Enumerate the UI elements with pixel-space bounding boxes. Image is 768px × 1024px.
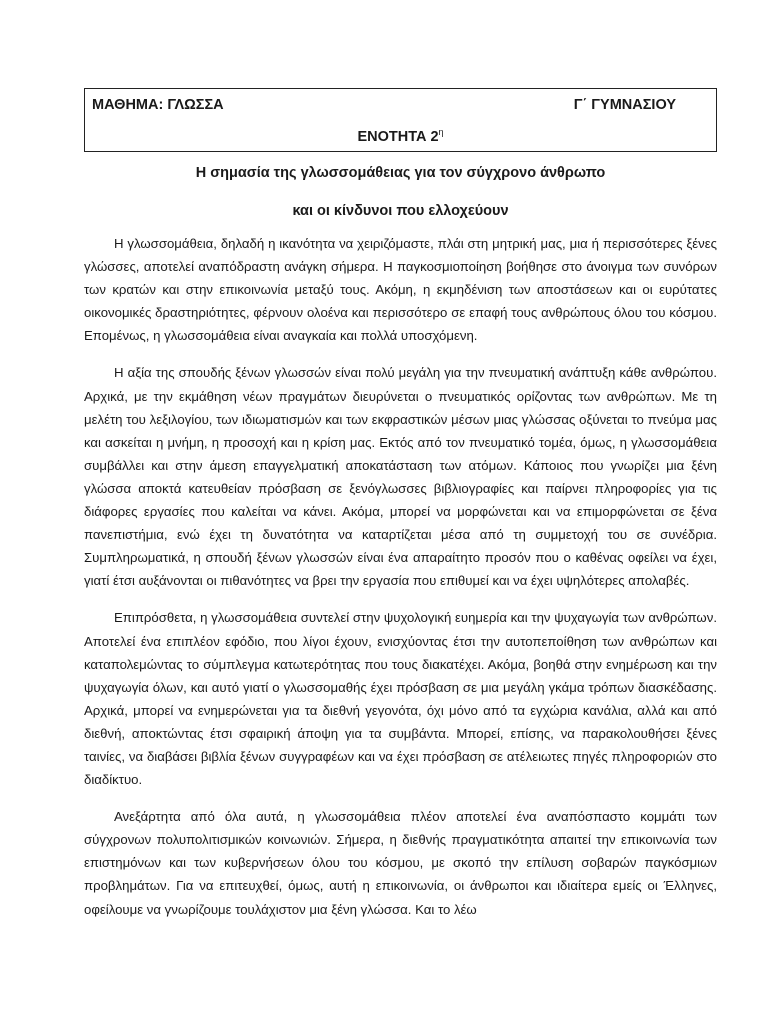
- paragraph-3: Επιπρόσθετα, η γλωσσομάθεια συντελεί στην ψυχολογική ευημερία και την ψυχαγωγία των ανθρώπων. Αποτελεί ένα επιπλέον εφόδιο, που λίγοι έχουν, ενισχύοντας έτσι την αυτοπεποίθηση των ανθρώπων και καταπολεμώντας το σύμπλεγμα κατωτερότητας που τους διακατέχει. Ακόμα, βοηθά στην ενημέρωση και την ψυχαγωγία όλων, και αυτό γιατί ο γλωσσομαθής έχει πρόσβαση σε μια μεγάλη γκάμα τρόπων διασκέδασης. Αρχικά, μπορεί να ενημερώνεται για τα διεθνή γεγονότα, όχι μόνο από τα εγχώρια κανάλια, αλλά και από διεθνή, αποκτώντας έτσι σφαιρική άποψη για τα συμβάντα. Μπορεί, επίσης, να παρακολουθήσει ξένες ταινίες, να διαβάσει βιβλία ξένων συγγραφέων και να έχει πρόσβαση σε ατέλειωτες πηγές πληροφοριών στο διαδίκτυο.: [84, 610, 717, 788]
- paragraph-4: Ανεξάρτητα από όλα αυτά, η γλωσσομάθεια πλέον αποτελεί ένα αναπόσπαστο κομμάτι των σύγχρονων πολυπολιτισμικών κοινωνιών. Σήμερα, η διεθνής πραγματικότητα απαιτεί την επικοινωνία των επιστημόνων και των κυβερνήσεων όλου του κόσμου, με σκοπό την επίλυση σοβαρών παγκόσμιων προβλημάτων. Για να επιτευχθεί, όμως, αυτή η επικοινωνία, οι άνθρωποι και ιδιαίτερα εμείς οι Έλληνες, οφείλουμε να γνωρίζουμε τουλάχιστον μια ξένη γλώσσα. Και το λέω: [84, 809, 717, 917]
- paragraph-2: Η αξία της σπουδής ξένων γλωσσών είναι πολύ μεγάλη για την πνευματική ανάπτυξη κάθε ανθρώπου. Αρχικά, με την εκμάθηση νέων πραγμάτων διευρύνεται ο πνευματικός ορίζοντας των ανθρώπων. Με τη μελέτη του λεξιλογίου, των ιδιωματισμών και των εκφραστικών μέσων μιας γλώσσας οξύνεται το πνεύμα μας και ασκείται η μνήμη, η προσοχή και η κρίση μας. Εκτός από τον πνευματικό τομέα, όμως, η γλωσσομάθεια συμβάλλει και στην άμεση επαγγελματική αποκατάσταση των ατόμων. Κάποιος που γνωρίζει μια ξένη γλώσσα αποκτά κατευθείαν πρόσβαση σε ξενόγλωσσες βιβλιογραφίες και παίρνει πληροφορίες για τις διάφορες εργασίες που καλείται να κάνει. Ακόμα, μπορεί να μορφώνεται και να επιμορφώνεται σε ξένα πανεπιστήμια, ενώ έχει τη δυνατότητα να καταρτίζεται μέσα από τη συμμετοχή του σε συνέδρια. Συμπληρωματικά, η σπουδή ξένων γλωσσών είναι ένα απαραίτητο προσόν που ο καθένας οφείλει να έχει, γιατί έτσι αυξάνονται οι πιθανότητες να βρει την εργασία που επιθυμεί και να έχει υψηλότερες απολαβές.: [84, 365, 717, 589]
- unit-label: [85, 129, 716, 145]
- subject-label: ΜΑΘΗΜΑ: ΓΛΩΣΣΑ: [92, 97, 224, 113]
- class-label: Γ΄ ΓΥΜΝΑΣΙΟΥ: [573, 97, 676, 113]
- title-line-1: Η σημασία της γλωσσομάθειας για τον σύγχρονο άνθρωπο: [195, 165, 606, 181]
- title-line-2: και οι κίνδυνοι που ελλοχεύουν: [292, 203, 509, 219]
- paragraph-1: Η γλωσσομάθεια, δηλαδή η ικανότητα να χειριζόμαστε, πλάι στη μητρική μας, μια ή περισσότερες ξένες γλώσσες, αποτελεί αναπόδραστη ανάγκη σήμερα. Η παγκοσμιοποίηση βοήθησε στο άνοιγμα των συνόρων των κρατών και στην επικοινωνία μεταξύ τους. Ακόμη, η εκμηδένιση των αποστάσεων και οι ευρύτατες οικονομικές δραστηριότητες, φέρνουν ολοένα και περισσότερο σε επαφή τους ανθρώπους όλου του κόσμου. Επομένως, η γλωσσομάθεια είναι αναγκαία και πολλά υποσχόμενη.: [84, 236, 717, 344]
- header-box: [84, 88, 717, 152]
- body-text: [84, 232, 717, 935]
- unit-text: ΕΝΟΤΗΤΑ 2: [357, 129, 439, 145]
- unit-superscript: η: [438, 127, 444, 138]
